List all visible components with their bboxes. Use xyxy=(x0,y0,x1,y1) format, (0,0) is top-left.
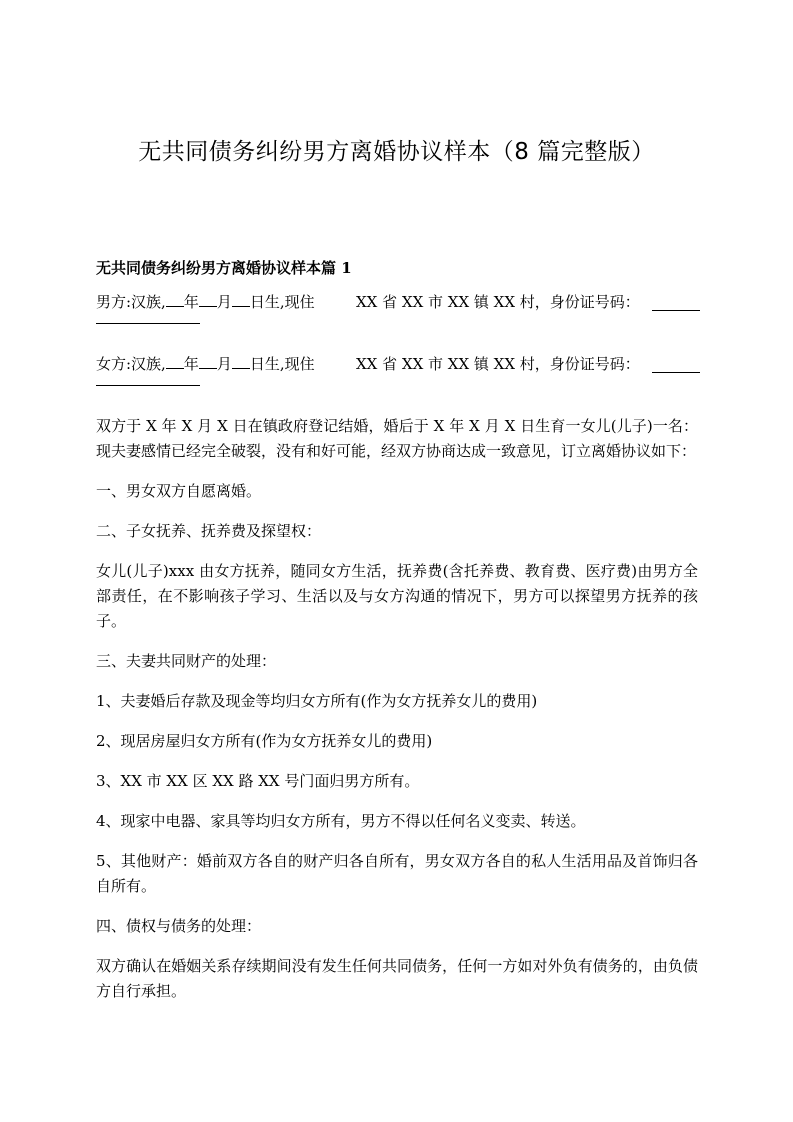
clause-2-heading: 二、子女抚养、抚养费及探望权： xyxy=(96,522,322,540)
clause-3-item-3: 3、XX 市 XX 区 XX 路 XX 号门面归男方所有。 xyxy=(96,772,420,790)
husband-year-label: 年 xyxy=(183,293,199,311)
wife-month-label: 月 xyxy=(216,355,232,373)
intro-paragraph: 双方于 X 年 X 月 X 日在镇政府登记结婚，婚后于 X 年 X 月 X 日生育一女儿(儿子)一名：现夫妻感情已经完全破裂，没有和好可能，经双方协商达成一致意见，订立离婚协议如下： xyxy=(96,417,698,460)
wife-year-label: 年 xyxy=(183,355,199,373)
husband-address: XX 省 XX 市 XX 镇 XX 村，身份证号码： xyxy=(356,293,640,311)
husband-month-blank xyxy=(199,291,217,307)
clause-3-item-5: 5、其他财产：婚前双方各自的财产归各自所有，男女双方各自的私人生活用品及首饰归各自所有。 xyxy=(96,852,698,895)
wife-address: XX 省 XX 市 XX 镇 XX 村，身份证号码： xyxy=(356,355,640,373)
husband-birth-info xyxy=(96,290,315,315)
wife-id-blank xyxy=(652,372,700,373)
husband-day-blank xyxy=(232,291,250,307)
husband-id-blank xyxy=(652,310,700,311)
clause-2-body: 女儿(儿子)xxx 由女方抚养，随同女方生活，抚养费(含托养费、教育费、医疗费)由男方全部责任，在不影响孩子学习、生活以及与女方沟通的情况下，男方可以探望男方抚养的孩子。 xyxy=(96,562,698,630)
husband-year-blank xyxy=(166,291,184,307)
husband-id-rule xyxy=(96,323,200,324)
clause-3-item-1: 1、夫妻婚后存款及现金等均归女方所有(作为女方抚养女儿的费用) xyxy=(96,692,538,710)
clause-3-item-2: 2、现居房屋归女方所有(作为女方抚养女儿的费用) xyxy=(96,732,433,750)
husband-prefix: 男方:汉族, xyxy=(96,293,166,311)
husband-month-label: 月 xyxy=(216,293,232,311)
clause-3-item-4: 4、现家中电器、家具等均归女方所有，男方不得以任何名义变卖、转送。 xyxy=(96,812,586,830)
wife-id-rule xyxy=(96,385,200,386)
section-heading: 无共同债务纠纷男方离婚协议样本篇 1 xyxy=(96,259,352,277)
wife-month-blank xyxy=(199,353,217,369)
clause-4-body: 双方确认在婚姻关系存续期间没有发生任何共同债务，任何一方如对外负有债务的，由负债方自行承担。 xyxy=(96,957,698,1000)
clause-4-heading: 四、债权与债务的处理： xyxy=(96,917,262,935)
clause-3-heading: 三、夫妻共同财产的处理： xyxy=(96,652,277,670)
clause-1: 一、男女双方自愿离婚。 xyxy=(96,482,262,500)
wife-day-suffix: 日生,现住 xyxy=(249,355,315,373)
document-title: 无共同债务纠纷男方离婚协议样本（8 篇完整版） xyxy=(138,139,655,165)
wife-line xyxy=(96,352,698,377)
wife-year-blank xyxy=(166,353,184,369)
wife-birth-info xyxy=(96,352,315,377)
wife-day-blank xyxy=(232,353,250,369)
husband-id-blank-continued xyxy=(96,315,698,335)
document-body xyxy=(96,256,698,1019)
wife-id-blank-continued xyxy=(96,377,698,397)
husband-line xyxy=(96,290,698,315)
wife-prefix: 女方:汉族, xyxy=(96,355,166,373)
husband-day-suffix: 日生,现住 xyxy=(249,293,315,311)
